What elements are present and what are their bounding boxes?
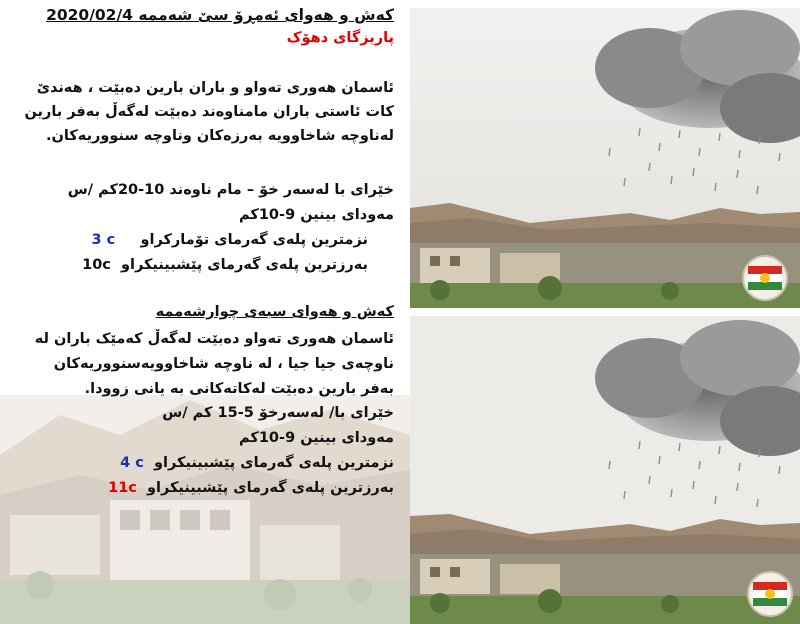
day2-desc-line-1: ئاسمان هەوری تەواو دەبێت لەگەڵ کەمێک باران لە (34, 331, 394, 347)
weather-photo-tomorrow (410, 316, 800, 624)
day1-min-value: 3 c (91, 232, 116, 248)
day2-desc-line-3: بەفر بارین دەبێت لەکاتەکانی بە یانی زوودا. (84, 381, 394, 397)
kurdistan-flag-logo (743, 256, 787, 300)
day1-min-temp: نزمترین پلەی گەرمای تۆمارکراو 3 c (91, 232, 368, 248)
day1-max-value: 10c (82, 257, 111, 273)
day1-desc-line-3: لەناوچە شاخاوویە بەرزەکان وناوچە سنووریەکان. (46, 128, 394, 144)
day2-max-value: 11c (108, 480, 137, 496)
day1-desc-line-2: کات ئاستی باران مامناوەند دەبێت لەگەڵ بەفر بارین (24, 104, 394, 120)
day1-desc-line-1: ئاسمان هەوری تەواو و باران بارین دەبێت ، هەندێ (36, 80, 394, 96)
day1-max-temp: بەرزترین پلەی گەرمای پێشبینیکراو 10c (82, 257, 368, 273)
day2-heading: کەش و هەوای سبەی چوارشەممە (155, 304, 394, 320)
weather-photo-today (410, 8, 800, 308)
day2-max-temp: بەرزترین پلەی گەرمای پێشبینیکراو 11c (108, 480, 394, 496)
day2-wind: خێرای با/ لەسەرخۆ 5-15 کم /س (162, 405, 394, 421)
day2-visibility: مەودای بینین 9-10کم (239, 430, 394, 446)
day1-wind: خێرای با لەسەر خۆ – مام ناوەند 10-20کم /س (67, 182, 394, 198)
day2-desc-line-2: ناوچەی جیا جیا ، لە ناوچە شاخاوویەسنووریەکان (53, 356, 394, 372)
day1-visibility: مەودای بینین 9-10کم (239, 207, 394, 223)
day1-subheading: پاریزگای دهۆک (286, 30, 394, 46)
day1-date: 2020/02/4 (46, 6, 133, 24)
day1-heading: کەش و هەوای ئەمڕۆ سێ شەممە 2020/02/4 (46, 6, 394, 24)
day2-min-value: 4 c (120, 455, 144, 471)
day2-min-temp: نزمترین پلەی گەرمای پێشبینیکراو 4 c (120, 455, 394, 471)
kurdistan-flag-logo (748, 572, 792, 616)
